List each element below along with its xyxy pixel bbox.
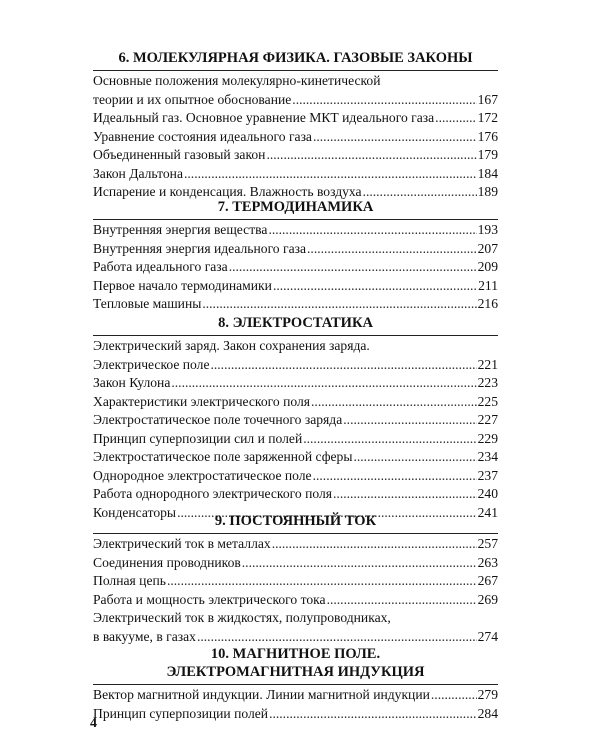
- toc-entry-page: 279: [477, 687, 498, 702]
- toc-entry-title: Первое начало термодинамики: [93, 277, 272, 293]
- toc-section: [93, 645, 498, 723]
- section-title: 6. МОЛЕКУЛЯРНАЯ ФИЗИКА. ГАЗОВЫЕ ЗАКОНЫ: [118, 50, 473, 66]
- toc-entry-title: Электростатическое поле заряженной сферы: [93, 449, 353, 464]
- toc-entry-title: Внутренняя энергия вещества: [93, 222, 268, 237]
- toc-entry-title: Электрический ток в металлах: [93, 536, 271, 551]
- toc-entry-page: 274: [477, 628, 498, 644]
- toc-entry-title: теории и их опытное обоснование: [93, 91, 292, 107]
- toc-entry-page: 176: [477, 128, 498, 144]
- section-title-line-2: ЭЛЕКТРОМАГНИТНАЯ ИНДУКЦИЯ: [166, 664, 425, 680]
- dot-leader: [343, 411, 476, 430]
- toc-entry-page: 225: [477, 393, 498, 409]
- toc-entry-page: 223: [477, 375, 498, 390]
- toc-entry-page: 209: [477, 259, 498, 274]
- section-rule: [93, 219, 498, 220]
- toc-entry: [93, 165, 498, 184]
- toc-entry-title: Принцип суперпозиции полей: [93, 705, 269, 721]
- toc-entry: [93, 295, 498, 314]
- toc-section: [93, 198, 498, 314]
- section-rule: [93, 70, 498, 71]
- page-number: 4: [90, 716, 97, 731]
- dot-leader: [307, 240, 477, 259]
- toc-entry-first-line: Электрический ток в жидкостях, полупроводниках,: [93, 610, 391, 625]
- toc-entry-page: 241: [477, 504, 498, 520]
- dot-leader: [313, 128, 477, 147]
- toc-entry: [93, 393, 498, 412]
- toc-entry: [93, 705, 498, 724]
- toc-entry: [93, 430, 498, 449]
- dot-leader: [167, 572, 477, 591]
- toc-entry-page: 167: [477, 91, 498, 107]
- toc-entry-page: 207: [477, 240, 498, 256]
- toc-entry-first-line: Электрический заряд. Закон сохранения заряда.: [93, 338, 370, 353]
- toc-entry-title: Закон Кулона: [93, 375, 171, 390]
- toc-entry-title: Объединенный газовый закон: [93, 147, 266, 162]
- toc-entry-title: Характеристики электрического поля: [93, 393, 311, 409]
- toc-entry-title: Работа идеального газа: [93, 259, 228, 274]
- toc-entry: [93, 467, 498, 486]
- toc-entry-title: Полная цепь: [93, 573, 166, 588]
- section-rule: [93, 684, 498, 685]
- toc-entry: [93, 109, 498, 128]
- dot-leader: [229, 258, 477, 277]
- toc-entry: [93, 411, 498, 430]
- toc-entry-page: 237: [477, 467, 498, 483]
- toc-entry-title: Испарение и конденсация. Влажность воздуха: [93, 184, 362, 199]
- toc-entry-page: 240: [477, 486, 498, 501]
- toc-entry-title: Внутренняя энергия идеального газа: [93, 240, 307, 256]
- toc-entry: [93, 535, 498, 554]
- toc-entry-page: 227: [477, 412, 498, 427]
- toc-entry-page: 269: [477, 591, 498, 607]
- toc-entry-page: 263: [477, 554, 498, 570]
- dot-leader: [303, 430, 476, 449]
- toc-entry: [93, 686, 498, 705]
- toc-entry-title: Соединения проводников: [93, 554, 241, 570]
- toc-entry-title: Работа однородного электрического поля: [93, 486, 333, 501]
- toc-entry-title: Закон Дальтона: [93, 165, 183, 181]
- dot-leader: [431, 686, 477, 705]
- toc-entry: [93, 240, 498, 259]
- toc-entry: [93, 572, 498, 591]
- dot-leader: [333, 485, 477, 504]
- toc-entry-title: Электростатическое поле точечного заряда: [93, 412, 343, 427]
- toc-entry-page: 189: [477, 184, 498, 199]
- toc-entry: [93, 554, 498, 573]
- dot-leader: [435, 109, 476, 128]
- section-title: 10. МАГНИТНОЕ ПОЛЕ.: [210, 646, 381, 662]
- toc-entry-title: Идеальный газ. Основное уравнение МКТ идеального газа: [93, 110, 435, 125]
- dot-leader: [242, 554, 477, 573]
- toc-entry: [93, 277, 498, 296]
- toc-entry-page: 172: [477, 110, 498, 125]
- toc-entry: [93, 146, 498, 165]
- toc-entry-title: Электрическое поле: [93, 356, 210, 372]
- dot-leader: [353, 448, 476, 467]
- toc-section: [93, 512, 498, 646]
- toc-entry: [93, 128, 498, 147]
- dot-leader: [268, 221, 476, 240]
- toc-entry-page: 284: [477, 705, 498, 721]
- toc-entry-page: 267: [477, 573, 498, 588]
- dot-leader: [292, 91, 476, 110]
- dot-leader: [327, 591, 477, 610]
- toc-entry-page: 229: [477, 430, 498, 446]
- toc-entry: [93, 448, 498, 467]
- toc-entry: [93, 374, 498, 393]
- toc-entry-page: 179: [477, 147, 498, 162]
- toc-entry-title: Принцип суперпозиции сил и полей: [93, 430, 303, 446]
- toc-entry-page: 211: [478, 277, 498, 293]
- section-rule: [93, 335, 498, 336]
- toc-entry-title: Вектор магнитной индукции. Линии магнитной индукции: [93, 687, 430, 702]
- toc-entry-title: Конденсаторы: [93, 504, 177, 520]
- dot-leader: [266, 146, 476, 165]
- dot-leader: [210, 356, 476, 375]
- toc-entry-first-line: Основные положения молекулярно-кинетической: [93, 73, 381, 88]
- toc-entry: [93, 72, 498, 109]
- toc-entry-title: в вакууме, в газах: [93, 628, 196, 644]
- dot-leader: [272, 535, 477, 554]
- section-rule: [93, 533, 498, 534]
- toc-entry-page: 216: [477, 296, 498, 311]
- toc-section: [93, 49, 498, 202]
- toc-entry: [93, 485, 498, 504]
- dot-leader: [184, 165, 477, 184]
- dot-leader: [313, 467, 477, 486]
- toc-entry-page: 193: [477, 222, 498, 237]
- toc-section: [93, 314, 498, 522]
- dot-leader: [311, 393, 477, 412]
- toc-entry: [93, 221, 498, 240]
- dot-leader: [273, 277, 477, 296]
- section-title: 7. ТЕРМОДИНАМИКА: [217, 199, 374, 215]
- toc-entry: [93, 337, 498, 374]
- toc-entry-title: Тепловые машины: [93, 296, 202, 311]
- dot-leader: [202, 295, 476, 314]
- section-title: 8. ЭЛЕКТРОСТАТИКА: [218, 315, 373, 331]
- toc-entry-page: 184: [477, 165, 498, 181]
- toc-entry: [93, 258, 498, 277]
- toc-entry-page: 221: [477, 356, 498, 372]
- toc-entry-page: 234: [477, 449, 498, 464]
- toc-entry: [93, 591, 498, 610]
- toc-entry-title: Уравнение состояния идеального газа: [93, 128, 312, 144]
- dot-leader: [171, 374, 476, 393]
- toc-entry-page: 257: [477, 536, 498, 551]
- toc-entry: [93, 609, 498, 646]
- dot-leader: [269, 705, 477, 724]
- section-title: 9. ПОСТОЯННЫЙ ТОК: [214, 513, 377, 529]
- toc-entry-title: Работа и мощность электрического тока: [93, 591, 326, 607]
- toc-entry-title: Однородное электростатическое поле: [93, 467, 312, 483]
- dot-leader: [197, 628, 477, 647]
